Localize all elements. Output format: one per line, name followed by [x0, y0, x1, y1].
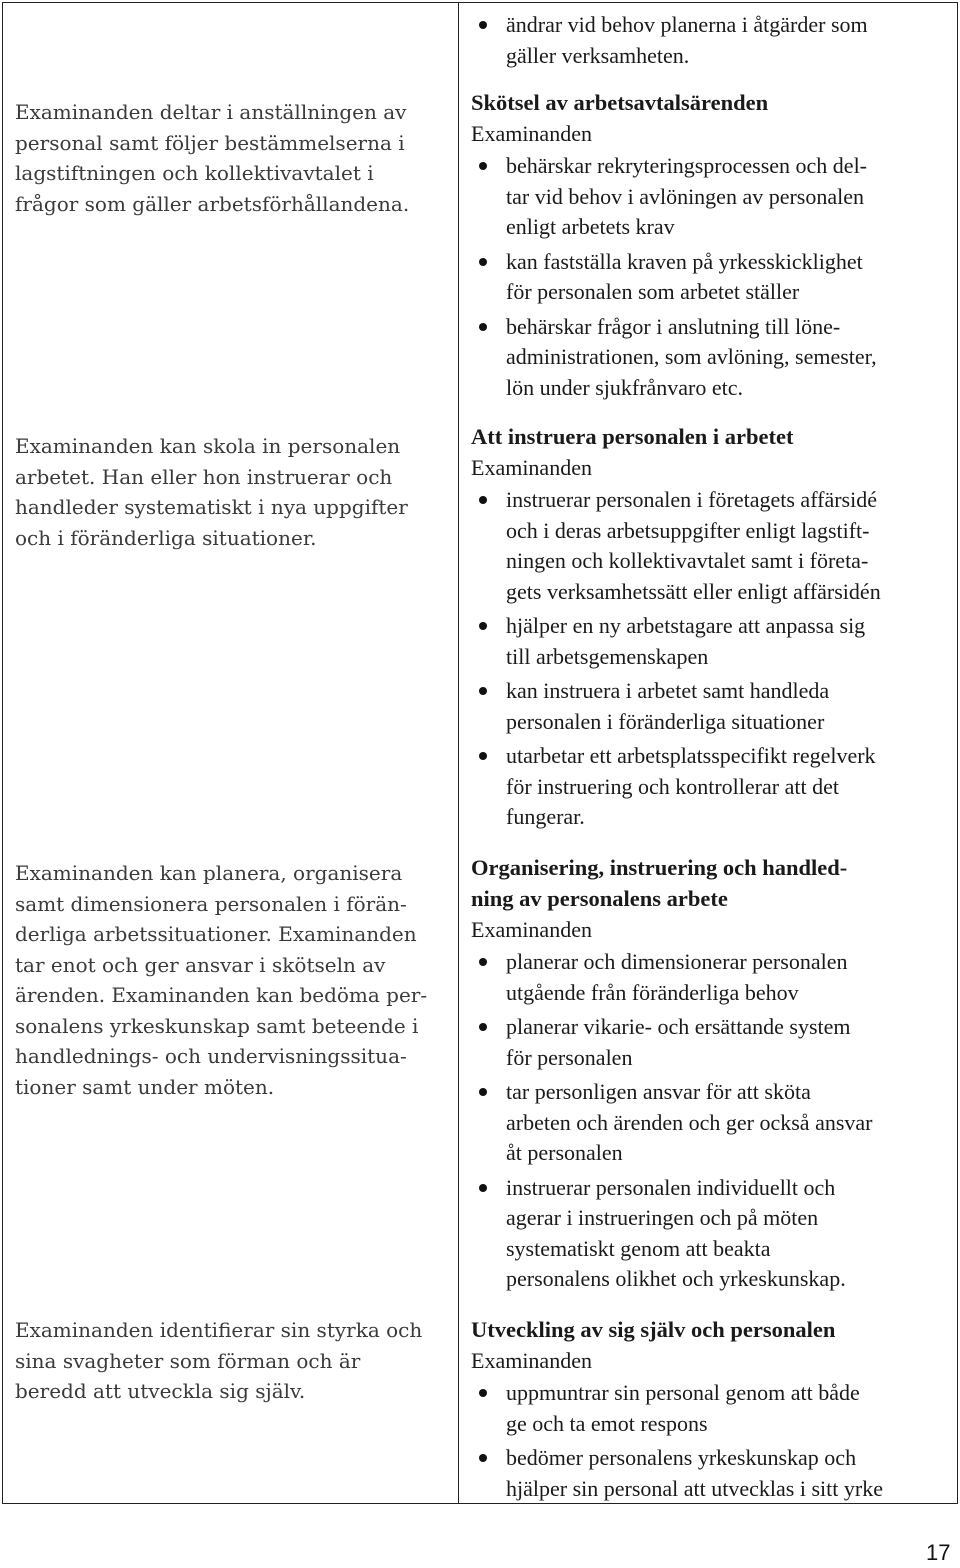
bullet-icon: [479, 752, 487, 760]
text-line: Utveckling av sig själv och personalen: [471, 1317, 836, 1342]
text-line: tar personligen ansvar för att sköta: [506, 1079, 811, 1104]
text-line: planerar och dimensionerar personalen: [506, 949, 848, 974]
page-number: 17: [926, 1540, 951, 1565]
section-heading: [471, 1314, 953, 1345]
list-item: [471, 1173, 953, 1295]
text-line: sonalens yrkeskunskap samt beteende i: [15, 1013, 419, 1038]
text-line: hjälper en ny arbetstagare att anpassa sig: [506, 613, 866, 638]
bullet-list: [471, 1378, 953, 1504]
text-line: utarbetar ett arbetsplatsspecifikt regelverk: [506, 743, 876, 768]
text-line: derliga arbetssituationer. Examinanden: [15, 922, 417, 946]
text-line: kan instruera i arbetet samt handleda: [506, 678, 830, 703]
text-line: personal samt följer bestämmelserna i: [15, 130, 405, 155]
list-item: [471, 741, 953, 833]
text-line: Att instruera personalen i arbetet: [471, 424, 794, 449]
list-item: [471, 947, 953, 1008]
text-line: Organisering, instruering och handled-: [471, 855, 848, 880]
text-line: utgående från föränderliga behov: [506, 979, 799, 1005]
text-line: Examinanden kan skola in personalen: [15, 434, 401, 458]
bullet-icon: [479, 687, 487, 695]
text-line: instruerar personalen individuellt och: [506, 1174, 836, 1200]
text-line: ning av personalens arbete: [471, 886, 728, 911]
list-item: [471, 10, 953, 71]
bullet-icon: [479, 1184, 487, 1192]
text-line: för instruering och kontrollerar att det: [506, 773, 839, 799]
text-line: för personalen som arbetet ställer: [506, 279, 800, 304]
text-line: tar enot och ger ansvar i skötseln av: [15, 952, 386, 977]
text-line: hjälper sin personal att utvecklas i sitt yrke: [506, 1475, 883, 1501]
section-subject: Examinanden: [471, 917, 592, 942]
text-line: samt dimensionera personalen i förän-: [15, 891, 407, 916]
left-paragraph-3: [15, 858, 443, 1102]
bullet-icon: [479, 958, 487, 966]
text-line: beredd att utveckla sig själv.: [15, 1379, 306, 1403]
text-line: handlednings- och undervisningssitua-: [15, 1044, 407, 1068]
bullet-list: [471, 485, 953, 833]
bullet-list: [471, 947, 953, 1295]
section-organisering: [471, 852, 953, 1299]
text-line: Examinanden deltar i anställningen av: [15, 100, 407, 124]
left-paragraph-1: [15, 97, 443, 219]
text-line: systematiskt genom att beakta: [506, 1235, 771, 1261]
text-line: behärskar frågor i anslutning till löne-: [506, 313, 841, 339]
text-line: lön under sjukfrånvaro etc.: [506, 374, 744, 400]
bullet-list: [471, 10, 953, 71]
text-line: till arbetsgemenskapen: [506, 643, 709, 669]
bullet-icon: [479, 1454, 487, 1462]
bullet-icon: [479, 1023, 487, 1031]
list-item: [471, 1077, 953, 1169]
bullet-icon: [479, 162, 487, 170]
text-line: gets verksamhetssätt eller enligt affärsidén: [506, 578, 881, 604]
text-line: ändrar vid behov planerna i åtgärder som: [506, 12, 868, 37]
bullet-icon: [479, 323, 487, 331]
text-line: gäller verksamheten.: [506, 42, 690, 68]
text-line: personalen i föränderliga situationer: [506, 708, 825, 734]
section-heading: [471, 87, 953, 118]
section-top: [471, 8, 953, 75]
text-line: planerar vikarie- och ersättande system: [506, 1014, 851, 1039]
text-line: Examinanden kan planera, organisera: [15, 861, 403, 885]
bullet-icon: [479, 1088, 487, 1096]
competence-table: [2, 2, 958, 1504]
text-line: Examinanden identifierar sin styrka och: [15, 1318, 423, 1342]
section-heading: [471, 852, 953, 914]
text-line: kan fastställa kraven på yrkesskicklighet: [506, 248, 863, 274]
text-line: och i föränderliga situationer.: [15, 525, 317, 550]
text-line: arbetet. Han eller hon instruerar och: [15, 464, 393, 489]
list-item: [471, 485, 953, 607]
text-line: arbeten och ärenden och ger också ansvar: [506, 1109, 873, 1135]
text-line: fungerar.: [506, 804, 585, 829]
text-line: uppmuntrar sin personal genom att både: [506, 1380, 860, 1405]
bullet-list: [471, 151, 953, 403]
text-line: tioner samt under möten.: [15, 1074, 275, 1099]
text-line: instruerar personalen i företagets affärsidé: [506, 487, 877, 512]
list-item: [471, 151, 953, 243]
list-item: [471, 1443, 953, 1504]
text-line: frågor som gäller arbetsförhållandena.: [15, 191, 410, 216]
list-item: [471, 611, 953, 672]
bullet-icon: [479, 622, 487, 630]
text-line: lagstiftningen och kollektivavtalet i: [15, 161, 374, 185]
section-utveckling: [471, 1314, 953, 1508]
text-line: ge och ta emot respons: [506, 1410, 708, 1436]
bullet-icon: [479, 1389, 487, 1397]
section-subject: Examinanden: [471, 121, 592, 146]
list-item: [471, 1012, 953, 1073]
text-line: tar vid behov i avlöningen av personalen: [506, 183, 865, 209]
text-line: ningen och kollektivavtalet samt i företa-: [506, 548, 869, 573]
section-heading: [471, 421, 953, 452]
text-line: sina svagheter som förman och är: [15, 1348, 361, 1373]
text-line: behärskar rekryteringsprocessen och del-: [506, 153, 868, 178]
text-line: ärenden. Examinanden kan bedöma per-: [15, 983, 428, 1007]
text-line: personalens olikhet och yrkeskunskap.: [506, 1266, 846, 1291]
section-subject: Examinanden: [471, 455, 592, 480]
bullet-icon: [479, 21, 487, 29]
text-line: Skötsel av arbetsavtalsärenden: [471, 90, 769, 115]
list-item: [471, 676, 953, 737]
list-item: [471, 247, 953, 308]
text-line: åt personalen: [506, 1140, 623, 1165]
text-line: enligt arbetets krav: [506, 214, 675, 239]
left-paragraph-2: [15, 431, 443, 553]
text-line: bedömer personalens yrkeskunskap och: [506, 1445, 857, 1470]
text-line: agerar i instrueringen och på möten: [506, 1205, 819, 1230]
bullet-icon: [479, 258, 487, 266]
section-skotsel: [471, 87, 953, 407]
bullet-icon: [479, 496, 487, 504]
text-line: för personalen: [506, 1044, 633, 1070]
column-divider: [458, 3, 459, 1503]
text-line: handleder systematiskt i nya uppgifter: [15, 495, 408, 519]
section-instruera: [471, 421, 953, 837]
list-item: [471, 312, 953, 404]
text-line: administrationen, som avlöning, semester,: [506, 344, 877, 369]
section-subject: Examinanden: [471, 1348, 592, 1373]
text-line: och i deras arbetsuppgifter enligt lagstift-: [506, 517, 870, 543]
left-paragraph-4: [15, 1315, 443, 1407]
list-item: [471, 1378, 953, 1439]
